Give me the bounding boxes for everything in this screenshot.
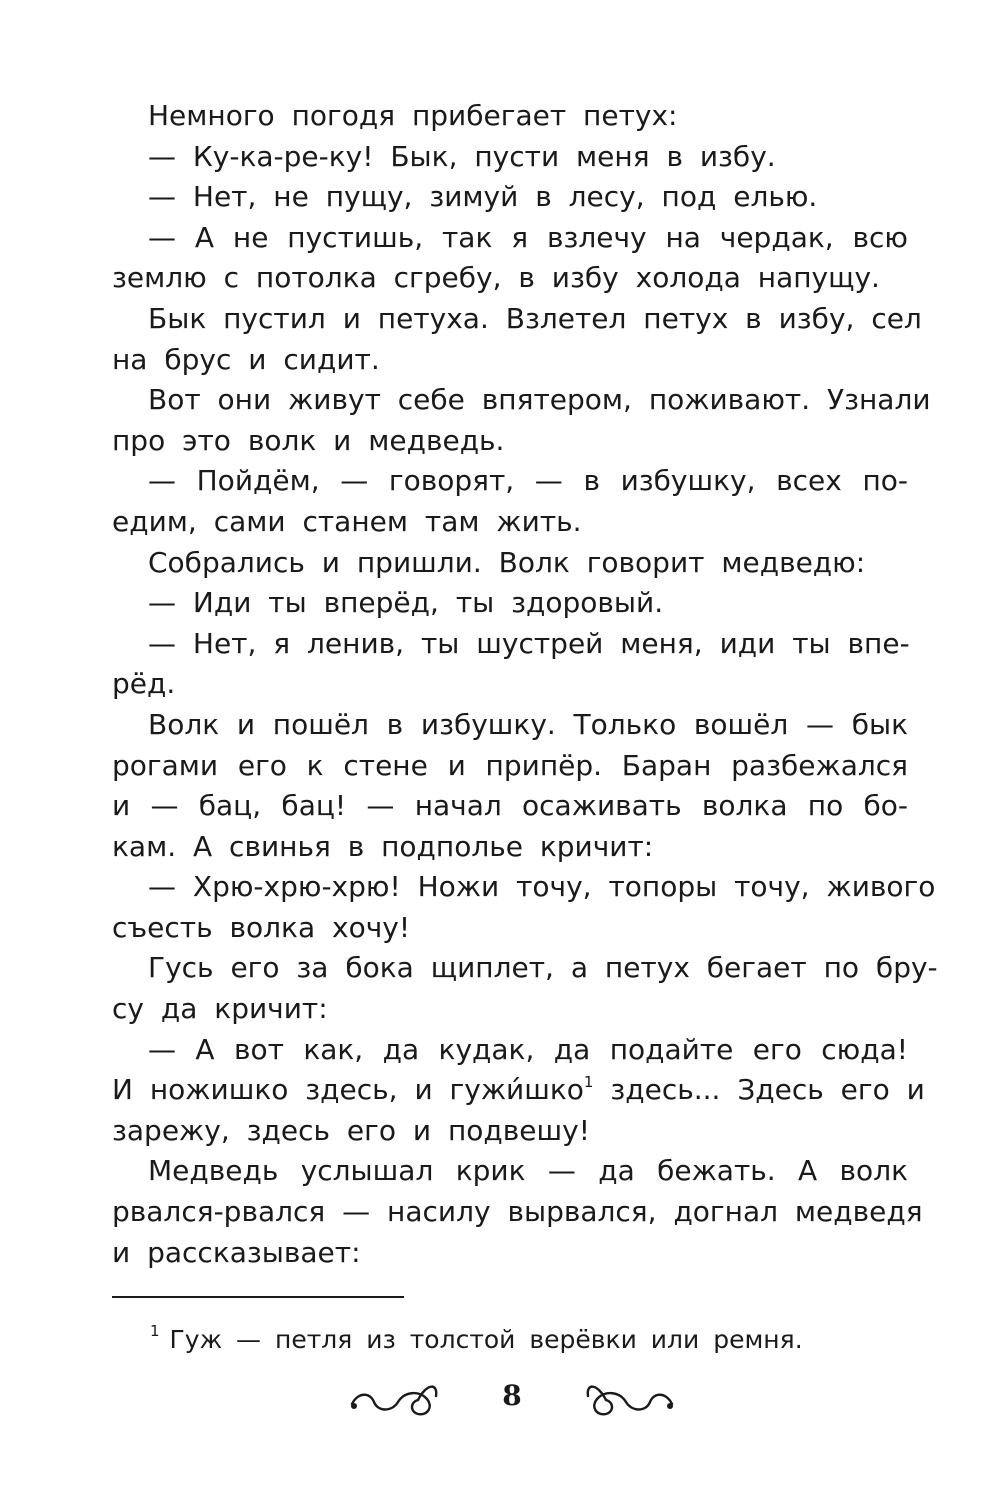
footnote bbox=[150, 1320, 803, 1360]
text-line: Немного погодя прибегает петух: bbox=[148, 99, 678, 132]
story-text bbox=[112, 96, 938, 1273]
text-line: Гусь его за бока щиплет, а петух бегает по бру- bbox=[148, 951, 938, 985]
text-line: Медведь услышал крик — да бежать. А волк bbox=[148, 1154, 908, 1188]
text-line: рогами его к стене и припёр. Баран разбежался bbox=[112, 748, 908, 782]
text-line: Волк и пошёл в избушку. Только вошёл — бык bbox=[148, 707, 908, 741]
text-line: — Нет, я ленив, ты шустрей меня, иди ты впе- bbox=[148, 626, 910, 660]
text-line: — Пойдём, — говорят, — в избушку, всех по- bbox=[148, 464, 908, 498]
page-footer bbox=[0, 1368, 1000, 1428]
text-segment: здесь... Здесь его и bbox=[593, 1073, 925, 1107]
text-line: про это волк и медведь. bbox=[112, 423, 505, 457]
text-line: и — бац, бац! — начал осаживать волка по бо- bbox=[112, 789, 908, 823]
text-line: едим, сами станем там жить. bbox=[112, 504, 582, 538]
text-line: зарежу, здесь его и подвешу! bbox=[112, 1113, 590, 1147]
text-line: — А не пустишь, так я взлечу на чердак, всю bbox=[148, 220, 908, 254]
text-line: Собрались и пришли. Волк говорит медведю: bbox=[148, 545, 866, 579]
text-line: землю с потолка сгребу, в избу холода напущу. bbox=[112, 261, 880, 295]
text-line: — Хрю-хрю-хрю! Ножи точу, топоры точу, живого bbox=[148, 870, 936, 904]
text-line: на брус и сидит. bbox=[112, 342, 380, 376]
footnote-text: Гуж — петля из толстой верёвки или ремня. bbox=[169, 1325, 803, 1354]
text-line: — А вот как, да кудак, да подайте его сюда! bbox=[148, 1032, 908, 1066]
text-line: Бык пустил и петуха. Взлетел петух в избу, сел bbox=[148, 301, 922, 335]
page-number: 8 bbox=[502, 1379, 522, 1412]
left-flourish-icon bbox=[348, 1374, 440, 1420]
text-line: — Ку-ка-ре-ку! Бык, пусти меня в избу. bbox=[148, 139, 776, 173]
text-line: съесть волка хочу! bbox=[112, 910, 411, 944]
text-line: Вот они живут себе впятером, поживают. Узнали bbox=[148, 383, 931, 417]
text-line: рвался-рвался — насилу вырвался, догнал медведя bbox=[112, 1195, 923, 1229]
text-line-with-footnote bbox=[112, 1070, 925, 1111]
text-line: су да кричит: bbox=[112, 992, 328, 1026]
text-segment: И ножишко здесь, и гужи́шко bbox=[112, 1073, 584, 1107]
footnote-mark: 1 bbox=[150, 1322, 160, 1340]
text-line: и рассказывает: bbox=[112, 1235, 361, 1269]
text-line: — Иди ты вперёд, ты здоровый. bbox=[148, 586, 664, 620]
footnote-separator bbox=[112, 1296, 404, 1298]
text-line: рёд. bbox=[112, 667, 176, 701]
right-flourish-icon bbox=[584, 1374, 676, 1420]
footnote-reference[interactable]: 1 bbox=[583, 1073, 594, 1092]
text-line: — Нет, не пущу, зимуй в лесу, под елью. bbox=[148, 180, 818, 214]
text-line: кам. А свинья в подполье кричит: bbox=[112, 829, 654, 863]
